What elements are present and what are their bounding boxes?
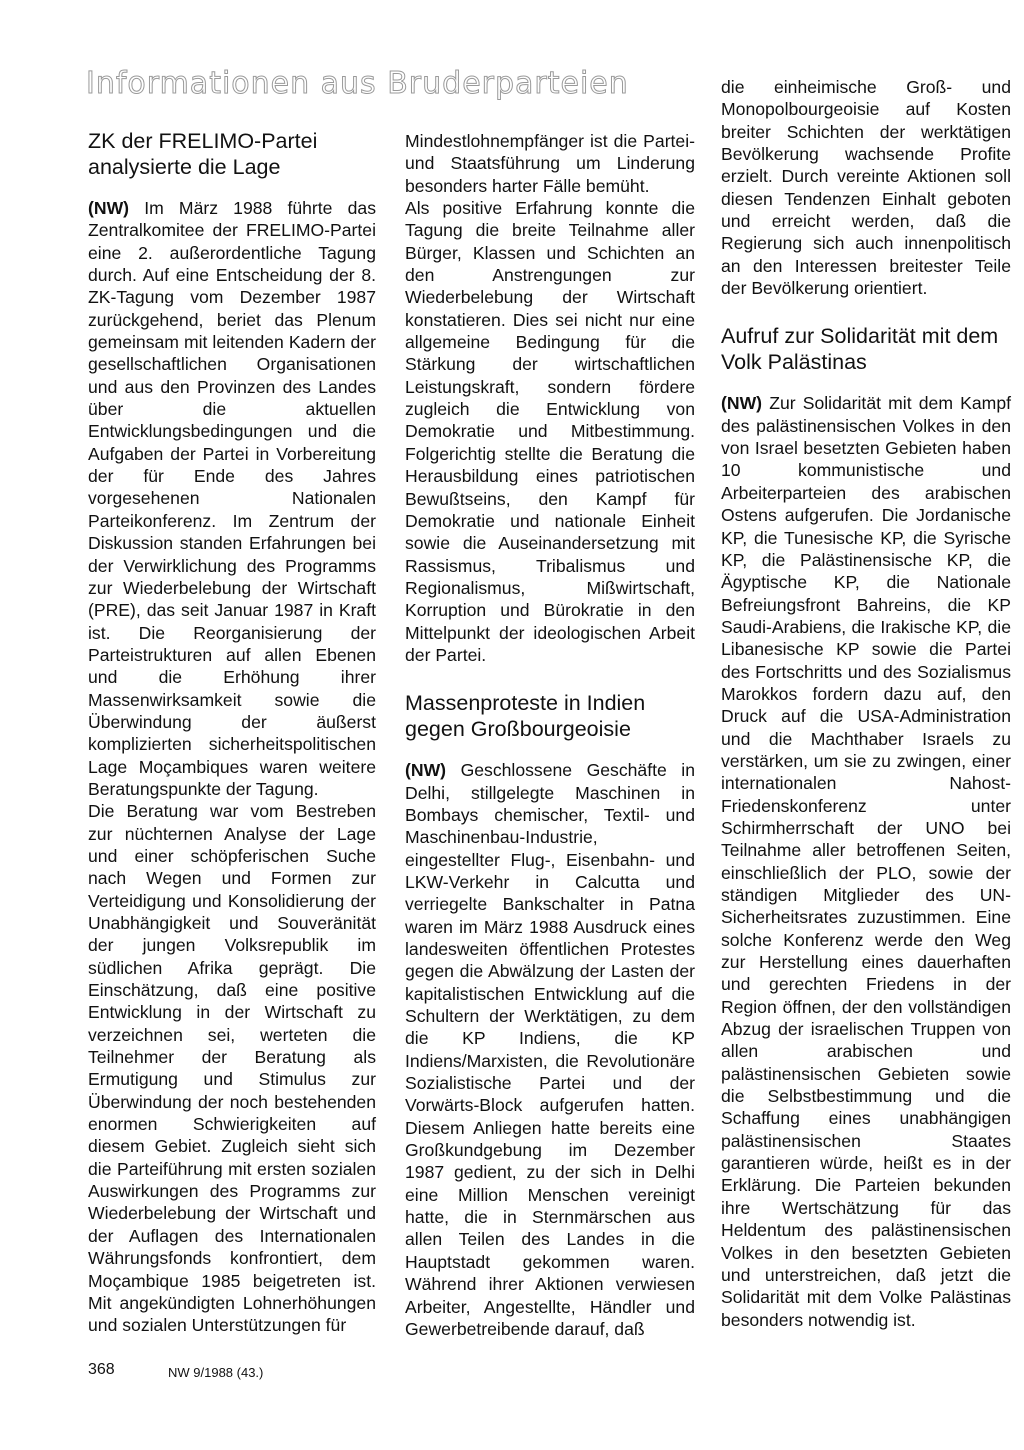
page-number: 368 [88,1361,115,1378]
column-2 [405,76,695,1340]
column-3 [721,76,1011,1331]
article-1-paragraph-1 [88,197,376,800]
article-1-paragraph-1-text: Im März 1988 führte das Zentralkomitee der FRELIMO-Partei eine 2. außerordentliche Tagung durch. Auf eine Entscheidung der 8. ZK-Tagung vom Dezember 1987 zurückgehend, beriet das Plenum gemeinsam mit leitenden Kadern der gesellschaftlichen Organisationen und aus den Provinzen des Landes über die aktuellen Entwicklungsbedingungen und die Aufgaben der Partei in Vorbereitung der für Ende des Jahres vorgesehenen Nationalen Parteikonferenz. Im Zentrum der Diskussion standen Erfahrungen bei der Verwirklichung des Programms zur Wiederbelebung der Wirtschaft (PRE), das seit Januar 1987 in Kraft ist. Die Reorganisierung der Parteistrukturen auf allen Ebenen und die Erhöhung ihrer Massenwirksamkeit sowie die Überwindung der äußerst komplizierten sicherheitspolitischen Lage Moçambiques waren weitere Beratungspunkte der Tagung. [88,198,376,799]
section-header: Informationen aus Bruderparteien [86,66,629,101]
article-2-paragraph-1 [405,759,695,1340]
article-2-paragraph-1-text: Geschlossene Geschäfte in Delhi, stillgelegte Maschinen in Bombays chemischer, Textil- und Maschinenbau-Industrie, eingestellter Flug-, Eisenbahn- und LKW-Verkehr in Calcutta und verriegelte Bankschalter in Patna waren im März 1988 Ausdruck eines landesweiten öffentlichen Protestes gegen die Abwälzung der Lasten der kapitalistischen Entwicklung auf die Schultern der Werktätigen, zu dem die KP Indiens, die KP Indiens/Marxisten, die Revolutionäre Sozialistische Partei und der Vorwärts-Block aufgerufen hatten. Diesem Anliegen hatte bereits eine Großkundgebung im Dezember 1987 gedient, zu der sich in Delhi eine Million Menschen vereinigt hatte, die in Sternmärschen aus allen Teilen des Landes in die Hauptstadt gekommen waren. Während ihrer Aktionen verwiesen Arbeiter, Angestellte, Händler und Gewerbetreibende darauf, daß [405,760,695,1339]
article-1-paragraph-3: Mindestlohnempfänger ist die Partei- und Staatsführung um Linderung besonders harter Fälle bemüht. [405,131,695,196]
article-2-headline: Massenproteste in Indien gegen Großbourgeoisie [405,691,646,742]
article-3-paragraph-1-text: Zur Solidarität mit dem Kampf des palästinensischen Volkes in den von Israel besetzten Gebieten haben 10 kommunistische und Arbeiterparteien des arabischen Ostens aufgerufen. Die Jordanische KP, die Tunesische KP, die Syrische KP, die Palästinensische KP, die Ägyptische KP, die Nationale Befreiungsfront Bahreins, die KP Saudi-Arabiens, die Irakische KP, die Libanesische KP sowie die Partei des Fortschritts und des Sozialismus Marokkos fordern dazu auf, den Druck auf die USA-Administration und die Machthaber Israels zu verstärken, um sie zu zwingen, einer internationalen Nahost-Friedenskonferenz unter Schirmherrschaft der UNO bei Teilnahme aller betroffenen Seiten, einschließlich der PLO, sowie der ständigen Mitglieder des UN-Sicherheitsrates zuzustimmen. Eine solche Konferenz werde den Weg zur Herstellung eines dauerhaften und gerechten Friedens in der Region öffnen, der den vollständigen Abzug der israelischen Truppen von allen arabischen und palästinensischen Gebieten sowie die Selbstbestimmung und die Schaffung eines unabhängigen palästinensischen Staates garantieren würde, heißt es in der Erklärung. Die Parteien bekunden ihre Wertschätzung für das Heldentum des palästinensischen Volkes in den besetzten Gebieten und unterstreichen, daß jetzt die Solidarität mit dem Volke Palästinas besonders notwendig ist. [721,393,1011,1330]
column-1 [88,128,376,1337]
article-1-paragraph-2: Die Beratung war vom Bestreben zur nüchternen Analyse der Lage und einer schöpferischen Suche nach Wegen und Formen zur Verteidigung und Konsolidierung der Unabhängigkeit und Souveränität der jungen Volksrepublik im südlichen Afrika geprägt. Die Einschätzung, daß eine positive Entwicklung in der Wirtschaft zu verzeichnen sei, werteten die Teilnehmer der Beratung als Ermutigung und Stimulus zur Überwindung der noch bestehenden enormen Schwierigkeiten auf diesem Gebiet. Zugleich sieht sich die Parteiführung mit ersten sozialen Auswirkungen des Programms zur Wiederbelebung der Wirtschaft und der Auflagen des Internationalen Währungsfonds konfrontiert, dem Moçambique 1985 beigetreten ist. Mit angekündigten Lohnerhöhungen und sozialen Unterstützungen für [88,801,376,1336]
article-3-headline: Aufruf zur Solidarität mit dem Volk Palästinas [721,324,999,375]
article-1-lead: (NW) [88,198,130,218]
article-2-paragraph-2: die einheimische Groß- und Monopolbourgeoisie auf Kosten breiter Schichten der werktätigen Bevölkerung wachsende Profite erzielt. Durch vereinte Aktionen soll diesen Tendenzen Einhalt geboten und erreicht werden, daß die Regierung sich auch innenpolitisch an den Interessen breitester Teile der Bevölkerung orientiert. [721,77,1011,299]
article-3-lead: (NW) [721,393,763,414]
article-1-headline: ZK der FRELIMO-Partei analysierte die Lage [88,129,318,179]
issue-label: NW 9/1988 (43.) [168,1365,264,1380]
article-1-paragraph-4: Als positive Erfahrung konnte die Tagung die breite Teilnahme aller Bürger, Klassen und Schichten an den Anstrengungen zur Wiederbelebung der Wirtschaft konstatieren. Dies sei nicht nur eine allgemeine Bedingung für die Stärkung der wirtschaftlichen Leistungskraft, sondern fördere zugleich die Entwicklung von Demokratie und Mitbestimmung. Folgerichtig stellte die Beratung die Herausbildung eines patriotischen Bewußtseins, den Kampf für Demokratie und nationale Einheit sowie die Auseinandersetzung mit Rassismus, Tribalismus und Regionalismus, Mißwirtschaft, Korruption und Bürokratie in den Mittelpunkt der ideologischen Arbeit der Partei. [405,198,695,665]
article-3-paragraph-1 [721,392,1011,1330]
article-2-lead: (NW) [405,760,447,781]
